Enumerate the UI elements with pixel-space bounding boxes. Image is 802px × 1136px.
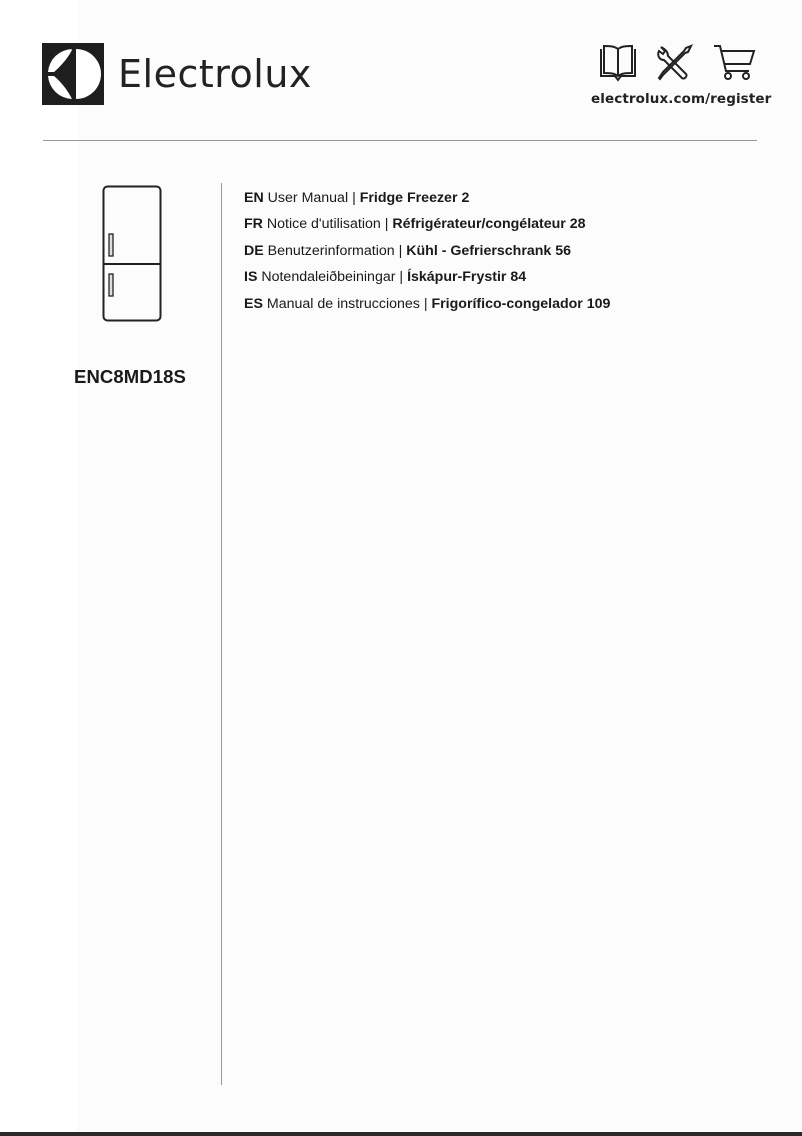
manual-item-de[interactable] [244, 238, 610, 264]
register-link[interactable]: electrolux.com/register [591, 91, 772, 107]
bottom-edge [0, 1132, 802, 1136]
brand-wordmark: Electrolux [118, 51, 312, 96]
document-type: Manual de instrucciones [266, 295, 420, 312]
language-code: EN [244, 190, 264, 206]
language-code: ES [244, 295, 263, 312]
manual-item-en[interactable] [244, 185, 610, 211]
manual-item-es[interactable] [244, 291, 610, 317]
product-title: Frigorífico-congelador [431, 295, 583, 312]
tools-icon[interactable] [655, 43, 695, 83]
manual-language-list [244, 185, 610, 317]
language-code: FR [244, 216, 263, 233]
model-number: ENC8MD18S [74, 366, 186, 387]
manual-item-fr[interactable] [244, 211, 610, 237]
separator: | [384, 216, 389, 233]
separator: | [398, 242, 403, 259]
page-number: 56 [555, 242, 572, 259]
page-number: 2 [461, 190, 470, 206]
service-icons [598, 43, 756, 83]
header-divider [43, 140, 757, 141]
electrolux-logo[interactable] [42, 42, 312, 105]
column-divider [221, 183, 222, 1085]
page-number: 28 [569, 216, 586, 233]
separator: | [423, 295, 428, 312]
separator: | [399, 269, 404, 286]
cart-icon[interactable] [712, 43, 756, 83]
product-title: Fridge Freezer [359, 190, 458, 206]
fridge-freezer-icon [102, 185, 162, 322]
product-title: Kühl - Gefrierschrank [406, 242, 552, 259]
language-code: DE [244, 242, 264, 259]
manual-item-is[interactable] [244, 264, 610, 290]
page-number: 84 [510, 269, 527, 286]
language-code: IS [244, 269, 258, 286]
page-number: 109 [586, 295, 611, 312]
document-type: User Manual [267, 190, 349, 206]
product-title: Réfrigérateur/congélateur [392, 216, 566, 233]
document-type: Benutzerinformation [267, 242, 395, 259]
document-type: Notice d'utilisation [266, 216, 381, 233]
product-title: Ískápur-Frystir [407, 269, 507, 286]
page-background [77, 0, 802, 1136]
electrolux-logo-icon [42, 43, 104, 105]
separator: | [352, 190, 356, 206]
document-type: Notendaleiðbeiningar [261, 269, 396, 286]
book-icon[interactable] [598, 43, 638, 83]
